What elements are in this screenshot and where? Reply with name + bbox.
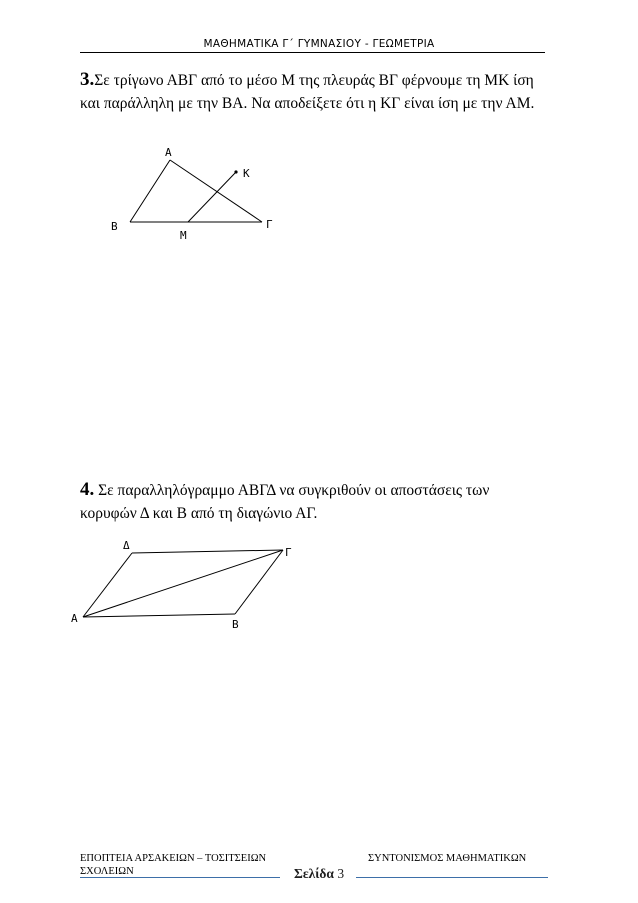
label-g4: Γ: [285, 546, 292, 559]
page-header-title: ΜΑΘΗΜΑΤΙΚΑ Γ΄ ΓΥΜΝΑΣΙΟΥ - ΓΕΩΜΕΤΡΙΑ: [203, 38, 435, 50]
point-k: [234, 170, 237, 173]
page-number: 3: [337, 866, 345, 881]
problem-4: [80, 478, 550, 525]
segment-ba: [130, 160, 170, 222]
label-m: Μ: [180, 229, 187, 242]
problem-4-text: Σε παραλληλόγραμμο ΑΒΓΔ να συγκριθούν οι αποστάσεις των κορυφών Δ και Β από τη διαγώνιο ΑΓ.: [80, 482, 490, 522]
segment-ad: [83, 553, 132, 617]
footer-right: ΣΥΝΤΟΝΙΣΜΟΣ ΜΑΘΗΜΑΤΙΚΩΝ: [368, 853, 527, 864]
page-label: Σελίδα: [294, 866, 334, 881]
label-k: Κ: [243, 167, 250, 180]
footer-left-line1: ΕΠΟΠΤΕΙΑ ΑΡΣΑΚΕΙΩΝ – ΤΟΣΙΤΣΕΙΩΝ: [80, 853, 267, 864]
footer-rule-left: [80, 877, 280, 878]
label-a4: Α: [71, 612, 78, 625]
label-g: Γ: [266, 218, 273, 231]
label-b4: Β: [232, 618, 239, 631]
label-b: Β: [111, 220, 118, 233]
footer-rule-right: [356, 877, 548, 878]
segment-gb: [235, 550, 283, 614]
problem-3-number: 3.: [80, 69, 95, 90]
problem-4-number: 4.: [80, 479, 95, 500]
diagonal-ag: [83, 550, 283, 617]
label-a: Α: [165, 146, 172, 159]
problem-3-text: Σε τρίγωνο ΑΒΓ από το μέσο Μ της πλευράς ΒΓ φέρνουμε τη ΜΚ ίση και παράλληλη με την ΒΑ. Να αποδείξετε ότι η ΚΓ είναι ίση με την ΑΜ.: [80, 72, 535, 112]
footer-page-number: [294, 866, 344, 882]
footer-left: [80, 852, 280, 878]
label-d: Δ: [123, 539, 130, 552]
segment-ba: [83, 614, 235, 617]
segment-mk: [188, 172, 236, 222]
segment-dg: [132, 550, 283, 553]
footer-left-line2: ΣΧΟΛΕΙΩΝ: [80, 866, 134, 877]
